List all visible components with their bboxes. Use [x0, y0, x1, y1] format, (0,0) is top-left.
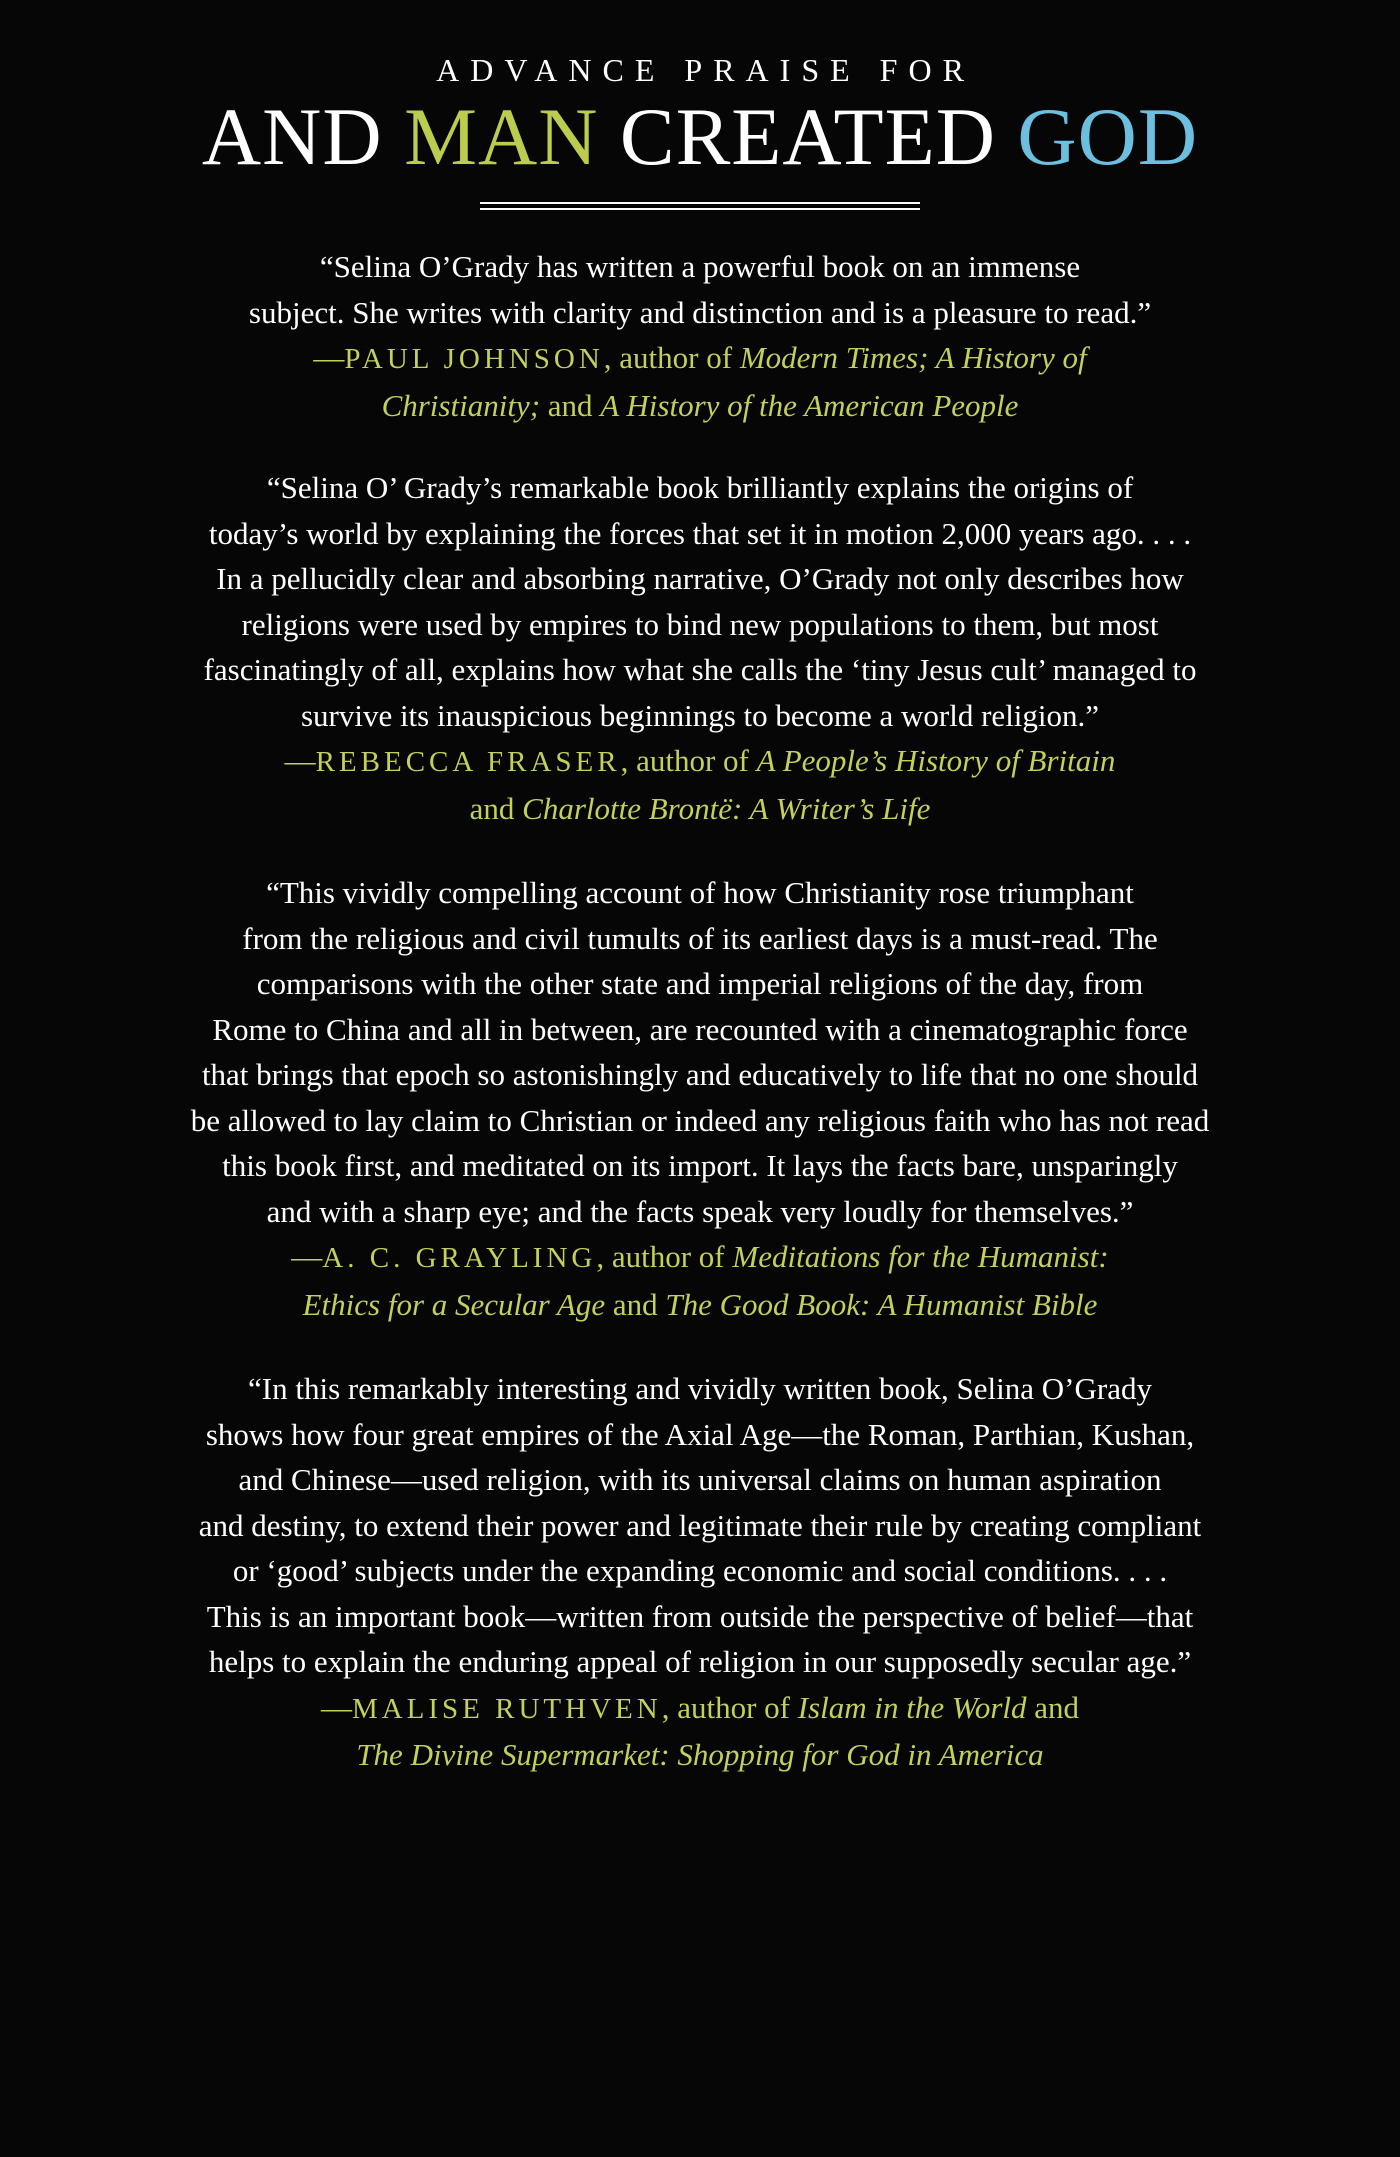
title-word-man: MAN	[404, 91, 599, 182]
quote-line: that brings that epoch so astonishingly and educatively to life that no one should	[201, 1057, 1199, 1092]
quote-line: and destiny, to extend their power and legitimate their rule by creating compliant	[198, 1507, 1202, 1543]
quote-line: “This vividly compelling account of how Christianity rose triumphant	[266, 875, 1134, 910]
author-name: REBECCA FRASER	[315, 746, 621, 778]
attribution-line	[100, 335, 1300, 383]
attribution-text: and	[605, 1286, 666, 1322]
title-word-created: CREATED	[598, 91, 1018, 182]
attribution-text: , author of	[661, 1689, 798, 1725]
quote-line: be allowed to lay claim to Christian or indeed any religious faith who has not read	[190, 1102, 1210, 1138]
attribution-dash: —	[320, 1689, 352, 1725]
book-title-ref: Islam in the World	[797, 1689, 1027, 1725]
quote-line: today’s world by explaining the forces that set it in motion 2,000 years ago. . . .	[208, 515, 1192, 551]
double-rule-divider	[480, 202, 920, 210]
advance-praise-kicker: ADVANCE PRAISE FOR	[436, 52, 975, 88]
quote-line: comparisons with the other state and imperial religions of the day, from	[256, 966, 1144, 1001]
quote-line: from the religious and civil tumults of its earliest days is a must-read. The	[242, 920, 1158, 956]
attribution-line	[100, 1732, 1300, 1778]
praise-quote-ruthven	[100, 1366, 1300, 1778]
attribution-dash: —	[313, 340, 345, 375]
attribution-line	[100, 786, 1300, 832]
quote-line: this book first, and meditated on its import. It lays the facts bare, unsparingly	[222, 1148, 1178, 1183]
author-name: A. C. GRAYLING	[322, 1242, 597, 1274]
title-word-god: GOD	[1017, 91, 1199, 182]
book-title-ref: Ethics for a Secular Age	[302, 1286, 606, 1322]
attribution-line	[100, 738, 1300, 786]
attribution-text: , author of	[603, 340, 740, 375]
quote-line: and with a sharp eye; and the facts speak very loudly for themselves.”	[266, 1193, 1134, 1229]
attribution-text: and	[469, 790, 523, 826]
attribution-text: , author of	[596, 1239, 733, 1274]
book-title-ref: Christianity;	[381, 387, 541, 423]
attribution-line	[100, 1685, 1300, 1733]
quote-line: shows how four great empires of the Axial Age—the Roman, Parthian, Kushan,	[205, 1416, 1195, 1452]
quote-line: “Selina O’Grady has written a powerful book on an immense	[319, 249, 1081, 284]
quote-line: “In this remarkably interesting and vividly written book, Selina O’Grady	[248, 1371, 1152, 1406]
book-title-ref: The Good Book: A Humanist Bible	[665, 1286, 1098, 1322]
quote-line: religions were used by empires to bind new populations to them, but most	[241, 606, 1159, 642]
attribution-dash: —	[284, 743, 316, 778]
attribution-text: , author of	[620, 743, 757, 778]
attribution-text: and	[540, 387, 601, 423]
attribution-dash: —	[291, 1239, 323, 1274]
quote-line: This is an important book—written from outside the perspective of belief—that	[206, 1598, 1194, 1634]
author-name: PAUL JOHNSON	[344, 343, 604, 375]
title-word-and: AND	[201, 91, 405, 182]
attribution-line	[100, 383, 1300, 429]
attribution-line	[100, 1234, 1300, 1282]
quote-line: “Selina O’ Grady’s remarkable book brilliantly explains the origins of	[266, 470, 1134, 505]
book-title-ref: Charlotte Brontë: A Writer’s Life	[522, 790, 931, 826]
book-title	[0, 92, 1400, 182]
quote-line: and Chinese—used religion, with its universal claims on human aspiration	[238, 1462, 1162, 1497]
quote-line: subject. She writes with clarity and distinction and is a pleasure to read.”	[248, 294, 1152, 330]
quote-line: helps to explain the enduring appeal of religion in our supposedly secular age.”	[208, 1644, 1192, 1679]
book-title-ref: A History of the American People	[600, 387, 1019, 423]
cover-header	[0, 50, 1400, 210]
quote-line: fascinatingly of all, explains how what she calls the ‘tiny Jesus cult’ managed to	[203, 652, 1197, 687]
attribution-text: and	[1026, 1689, 1080, 1725]
quote-line: In a pellucidly clear and absorbing narrative, O’Grady not only describes how	[216, 561, 1184, 596]
book-title-ref: Meditations for the Humanist:	[732, 1239, 1109, 1274]
book-title-ref: A People’s History of Britain	[756, 743, 1116, 778]
attribution-line	[100, 1282, 1300, 1328]
quote-line: or ‘good’ subjects under the expanding economic and social conditions. . . .	[232, 1553, 1168, 1588]
book-title-ref: The Divine Supermarket: Shopping for God in America	[356, 1737, 1044, 1772]
praise-quote-fraser	[100, 465, 1300, 831]
praise-quote-grayling	[100, 870, 1300, 1327]
author-name: MALISE RUTHVEN	[351, 1692, 662, 1725]
praise-quote-johnson	[100, 244, 1300, 428]
quote-line: survive its inauspicious beginnings to become a world religion.”	[300, 697, 1100, 733]
book-title-ref: Modern Times; A History of	[739, 340, 1087, 375]
quote-line: Rome to China and all in between, are recounted with a cinematographic force	[212, 1011, 1188, 1047]
